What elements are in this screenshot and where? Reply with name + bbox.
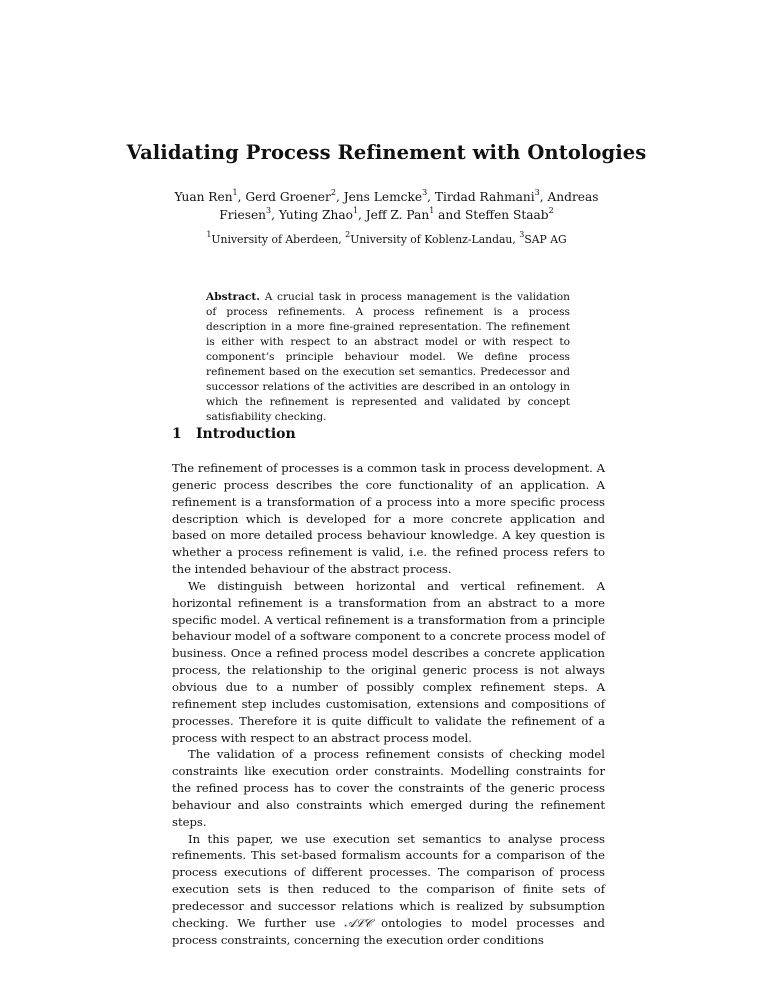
paragraph: In this paper, we use execution set semantics to analyse process refinements. This set-based formalism accounts for a comparison of the process executions of different processes. The comparison of process execution sets is then reduced to the comparison of finite sets of predecessor and successor relations which is realized by subsumption checking. We further use 𝒜ℒ𝒞 ontologies to model processes and process constraints, concerning the execution order conditions	[172, 831, 605, 947]
alc-symbol: 𝒜ℒ𝒞	[344, 915, 373, 930]
abstract	[206, 290, 570, 425]
author: Andreas Friesen$^3$,	[219, 190, 599, 222]
paragraph: We distinguish between horizontal and vertical refinement. A horizontal refinement is a transformation from an abstract to a more specific model. A vertical refinement is a transformation from a principle behaviour model of a software component to a concrete process model of business. Once a refined process model describes a concrete application process, the relationship to the original generic process is not always obvious due to a number of possibly complex refinement steps. A refinement step includes customisation, extensions and compositions of processes. Therefore it is quite difficult to validate the refinement of a process with respect to an abstract process model.	[172, 578, 605, 745]
author: Yuting Zhao$^1$,	[278, 205, 366, 222]
section-heading	[172, 426, 296, 442]
affiliations: $^1$University of Aberdeen, $^2$University of Koblenz-Landau, $^3$SAP AG	[206, 230, 567, 246]
abstract-text: A crucial task in process management is the validation of process refinements. A process refinement is a process description in a more fine-grained representation. The refinement is either with respect to an abstract model or with respect to component’s principle behaviour model. We define process refinement based on the execution set semantics. Predecessor and successor relations of the activities are described in an ontology in which the refinement is represented and validated by concept satisfiability checking.	[206, 291, 570, 424]
author: Tirdad Rahmani$^3$,	[434, 187, 548, 204]
paragraph: The validation of a process refinement consists of checking model constraints like execution order constraints. Modelling constraints for the refined process has to cover the constraints of the generic process behaviour and also constraints which emerged during the refinement steps.	[172, 747, 605, 829]
abstract-label: Abstract.	[206, 291, 260, 303]
author: Jeff Z. Pan$^1$ and	[365, 205, 465, 222]
section-title: Introduction	[196, 426, 296, 442]
paragraph: The refinement of processes is a common task in process development. A generic process describes the core functionality of an application. A refinement is a transformation of a process into a more specific process description which is developed for a more concrete application and based on more detailed process behaviour knowledge. A key question is whether a process refinement is valid, i.e. the refined process refers to the intended behaviour of the abstract process.	[172, 461, 605, 577]
author: Jens Lemcke$^3$,	[343, 187, 435, 204]
paper-title: Validating Process Refinement with Ontologies	[126, 141, 647, 164]
author: Gerd Groener$^2$,	[245, 187, 344, 204]
author: Yuan Ren$^1$,	[174, 187, 246, 204]
body-text	[172, 460, 605, 948]
author-list	[150, 188, 623, 224]
author: Steffen Staab$^2$	[464, 205, 554, 222]
section-number: 1	[172, 426, 182, 442]
